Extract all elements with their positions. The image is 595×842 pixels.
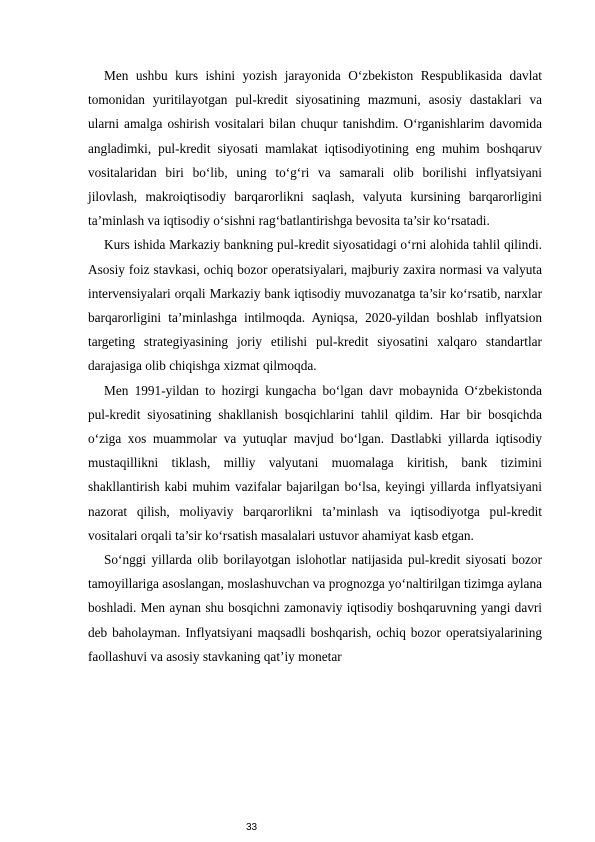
page-number: 33 [246, 822, 258, 833]
paragraph: Men ushbu kurs ishini yozish jarayonida O‘zbekiston Respublikasida davlat tomonidan yuritilayotgan pul-kredit siyosatining mazmuni, asosiy dastaklari va ularni amalga oshirish vositalari bilan chuqur tanishdim. O‘rganishlarim davomida angladimki, pul-kredit siyosati mamlakat iqtisodiyotining eng muhim boshqaruv vositalaridan biri bo‘lib, uning to‘g‘ri va samarali olib borilishi inflyatsiyani jilovlash, makroiqtisodiy barqarorlikni saqlash, valyuta kursining barqarorligini ta’minlash va iqtisodiy o‘sishni rag‘batlantirishga bevosita ta’sir ko‘rsatadi. [88, 68, 542, 229]
paragraph: So‘nggi yillarda olib borilayotgan islohotlar natijasida pul-kredit siyosati bozor tamoyillariga asoslangan, moslashuvchan va prognozga yo‘naltirilgan tizimga aylana boshladi. Men aynan shu bosqichni zamonaviy iqtisodiy boshqaruvning yangi davri deb baholayman. Inflyatsiyani maqsadli boshqarish, ochiq bozor operatsiyalarining faollashuvi va asosiy stavkaning qat’iy monetar [88, 552, 542, 664]
paragraph: Kurs ishida Markaziy bankning pul-kredit siyosatidagi o‘rni alohida tahlil qilindi. Asosiy foiz stavkasi, ochiq bozor operatsiyalari, majburiy zaxira normasi va valyuta intervensiyalari orqali Markaziy bank iqtisodiy muvozanatga ta’sir ko‘rsatib, narxlar barqarorligini ta’minlashga intilmoqda. Ayniqsa, 2020-yildan boshlab inflyatsion targeting strategiyasining joriy etilishi pul-kredit siyosatini xalqaro standartlar darajasiga olib chiqishga xizmat qilmoqda. [88, 237, 542, 374]
paragraph: Men 1991-yildan to hozirgi kungacha bo‘lgan davr mobaynida O‘zbekistonda pul-kredit siyosatining shakllanish bosqichlarini tahlil qildim. Har bir bosqichda o‘ziga xos muammolar va yutuqlar mavjud bo‘lgan. Dastlabki yillarda iqtisodiy mustaqillikni tiklash, milliy valyutani muomalaga kiritish, bank tizimini shakllantirish kabi muhim vazifalar bajarilgan bo‘lsa, keyingi yillarda inflyatsiyani nazorat qilish, moliyaviy barqarorlikni ta’minlash va iqtisodiyotga pul-kredit vositalari orqali ta’sir ko‘rsatish masalalari ustuvor ahamiyat kasb etgan. [88, 382, 542, 543]
body-text [88, 64, 542, 669]
